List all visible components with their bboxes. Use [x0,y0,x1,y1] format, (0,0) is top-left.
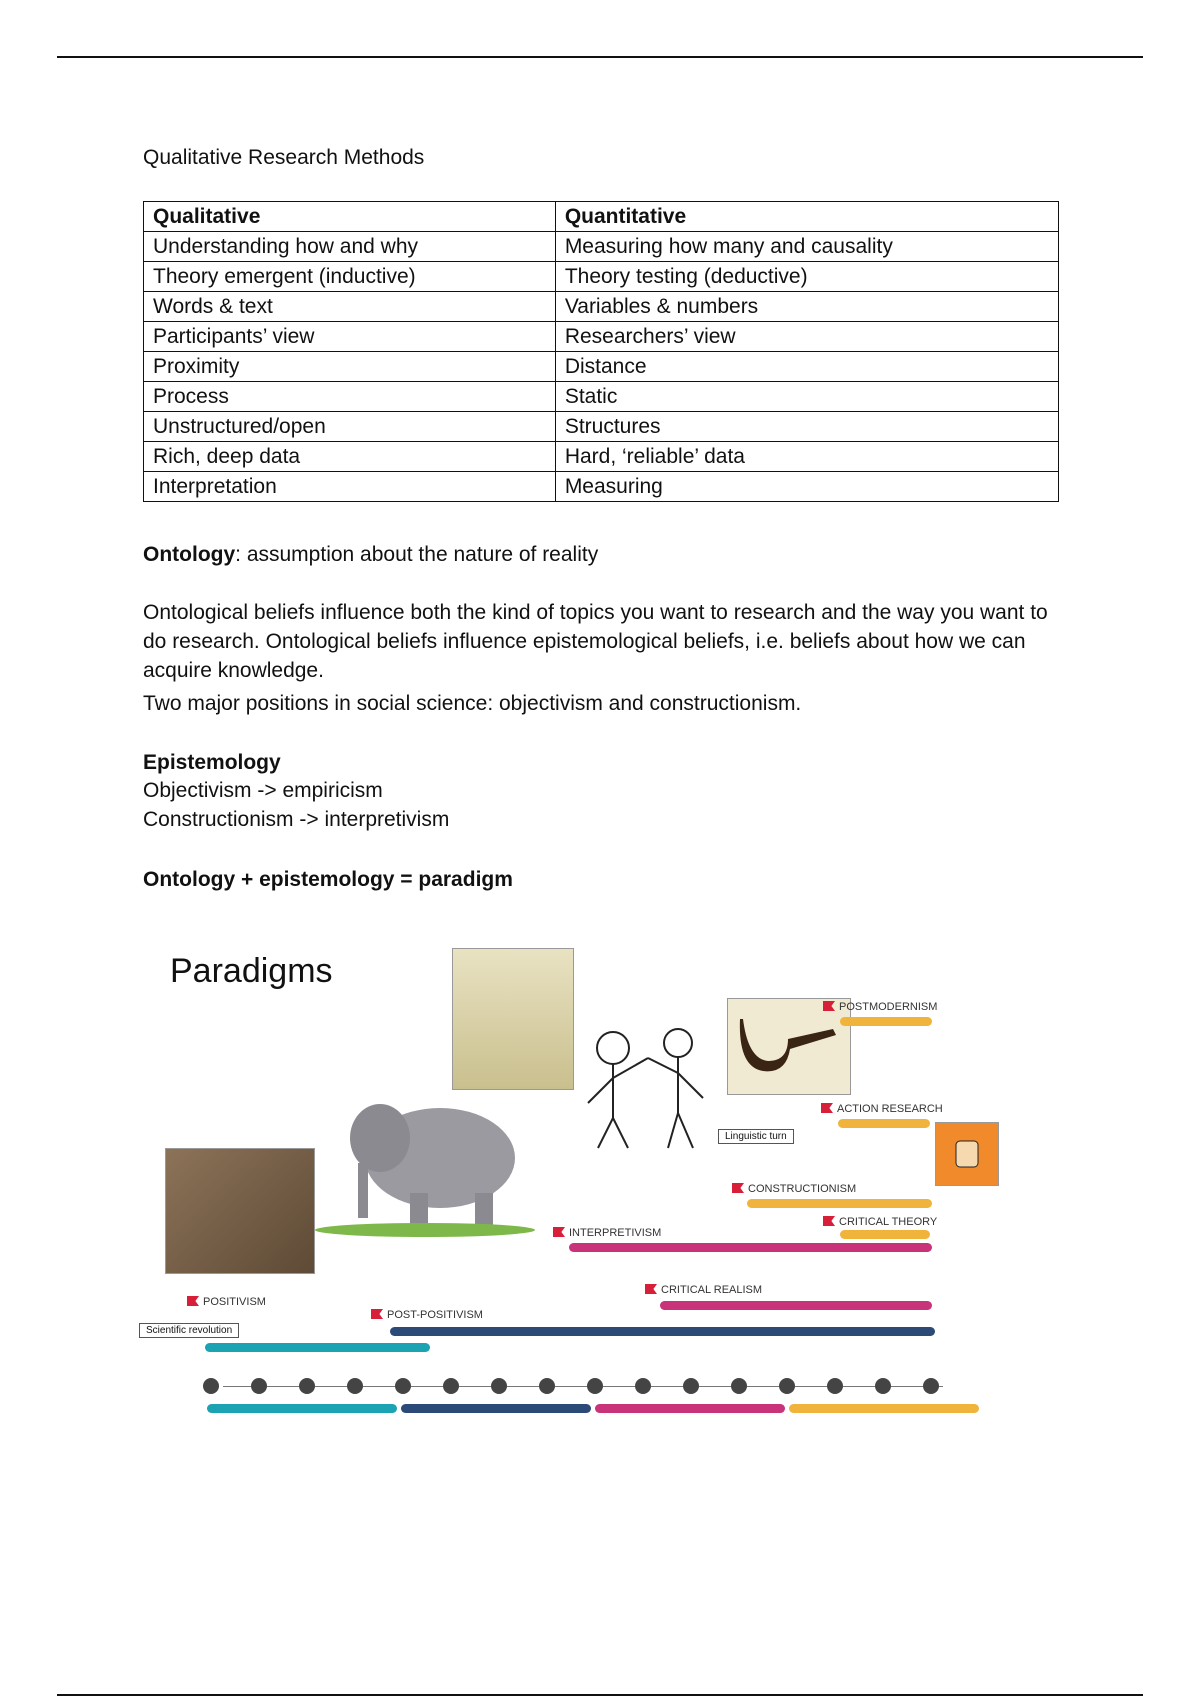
header-qualitative: Qualitative [144,202,556,232]
table-row [144,322,1059,352]
era-bar-amber [789,1404,979,1413]
timeline-node [731,1378,747,1394]
ontology-definition [143,540,1073,569]
timeline-node [203,1378,219,1394]
era-bar-teal [207,1404,397,1413]
table-cell: Interpretation [144,472,556,502]
constructionism-bar [747,1199,932,1208]
table-cell: Hard, ‘reliable’ data [555,442,1058,472]
header-quantitative: Quantitative [555,202,1058,232]
table-cell: Proximity [144,352,556,382]
timeline-node [779,1378,795,1394]
table-cell: Words & text [144,292,556,322]
fist-icon [936,1123,998,1185]
table-cell: Theory emergent (inductive) [144,262,556,292]
linguistic-turn-box: Linguistic turn [718,1129,794,1144]
interpretivism-bar [569,1243,932,1252]
table-cell: Researchers’ view [555,322,1058,352]
table-cell: Participants’ view [144,322,556,352]
timeline-node [443,1378,459,1394]
timeline-node [347,1378,363,1394]
label-action-research: ACTION RESEARCH [821,1103,943,1115]
epistemology-line-1: Objectivism -> empiricism [143,779,383,802]
page-title: Qualitative Research Methods [143,146,425,169]
comparison-table [143,201,1059,502]
era-bar-navy [401,1404,591,1413]
ontology-positions: Two major positions in social science: objectivism and constructionism. [143,692,802,715]
flag-icon [732,1183,744,1193]
table-cell: Distance [555,352,1058,382]
ontology-definition-text: : assumption about the nature of reality [235,543,599,566]
sketch-figures-image [573,1018,723,1153]
paradigms-figure [145,940,1045,1430]
label-critical-realism: CRITICAL REALISM [645,1284,762,1296]
label-positivism: POSITIVISM [187,1296,266,1308]
table-row [144,232,1059,262]
table-cell: Unstructured/open [144,412,556,442]
table-cell: Static [555,382,1058,412]
table-row [144,292,1059,322]
era-bar-magenta [595,1404,785,1413]
timeline-node [491,1378,507,1394]
label-postmodernism: POSTMODERNISM [823,1001,937,1013]
fist-poster-image [935,1122,999,1186]
telescope-image [165,1148,315,1274]
critical-realism-bar [660,1301,932,1310]
label-post-positivism: POST-POSITIVISM [371,1309,483,1321]
flag-icon [821,1103,833,1113]
epistemology-line-2: Constructionism -> interpretivism [143,808,450,831]
timeline-node [923,1378,939,1394]
table-cell: Variables & numbers [555,292,1058,322]
flag-icon [553,1227,565,1237]
positivism-bar [205,1343,430,1352]
table-header-row [144,202,1059,232]
table-row [144,472,1059,502]
table-row [144,412,1059,442]
timeline-node [827,1378,843,1394]
epistemology-heading-text: Epistemology [143,751,281,774]
table-cell: Measuring [555,472,1058,502]
timeline-node [587,1378,603,1394]
timeline-node [539,1378,555,1394]
pipe-icon [728,999,850,1094]
flag-icon [371,1309,383,1319]
timeline-node [875,1378,891,1394]
sketch-icon [573,1018,723,1153]
timeline-node [251,1378,267,1394]
top-rule [57,56,1143,58]
table-cell: Process [144,382,556,412]
post-positivism-bar [390,1327,935,1336]
timeline-node [683,1378,699,1394]
ontology-term: Ontology [143,543,236,566]
table-cell: Rich, deep data [144,442,556,472]
timeline-node [299,1378,315,1394]
table-row [144,382,1059,412]
table-row [144,262,1059,292]
table-cell: Understanding how and why [144,232,556,262]
flag-icon [823,1216,835,1226]
ontology-paragraph: Ontological beliefs influence both the kind of topics you want to research and the way you want to do research. Ontological beliefs influence epistemological beliefs, i.e. beliefs about how we can acquire knowledge. [143,601,1048,682]
paradigm-formula [143,865,1073,894]
flag-icon [823,1001,835,1011]
epistemology-heading [143,748,1073,777]
action-research-bar [838,1119,930,1128]
flag-icon [645,1284,657,1294]
prophet-cartoon-image [452,948,574,1090]
scientific-revolution-box: Scientific revolution [139,1323,239,1338]
timeline-node [635,1378,651,1394]
table-row [144,442,1059,472]
table-row [144,352,1059,382]
label-interpretivism: INTERPRETIVISM [553,1227,661,1239]
table-cell: Theory testing (deductive) [555,262,1058,292]
table-cell: Structures [555,412,1058,442]
bottom-rule [57,1694,1143,1696]
postmodernism-bar [840,1017,932,1026]
table-cell: Measuring how many and causality [555,232,1058,262]
critical-theory-bar [840,1230,930,1239]
figure-title: Paradigms [170,952,333,990]
label-constructionism: CONSTRUCTIONISM [732,1183,856,1195]
paradigm-formula-text: Ontology + epistemology = paradigm [143,868,513,891]
flag-icon [187,1296,199,1306]
timeline-node [395,1378,411,1394]
label-critical-theory: CRITICAL THEORY [823,1216,937,1228]
